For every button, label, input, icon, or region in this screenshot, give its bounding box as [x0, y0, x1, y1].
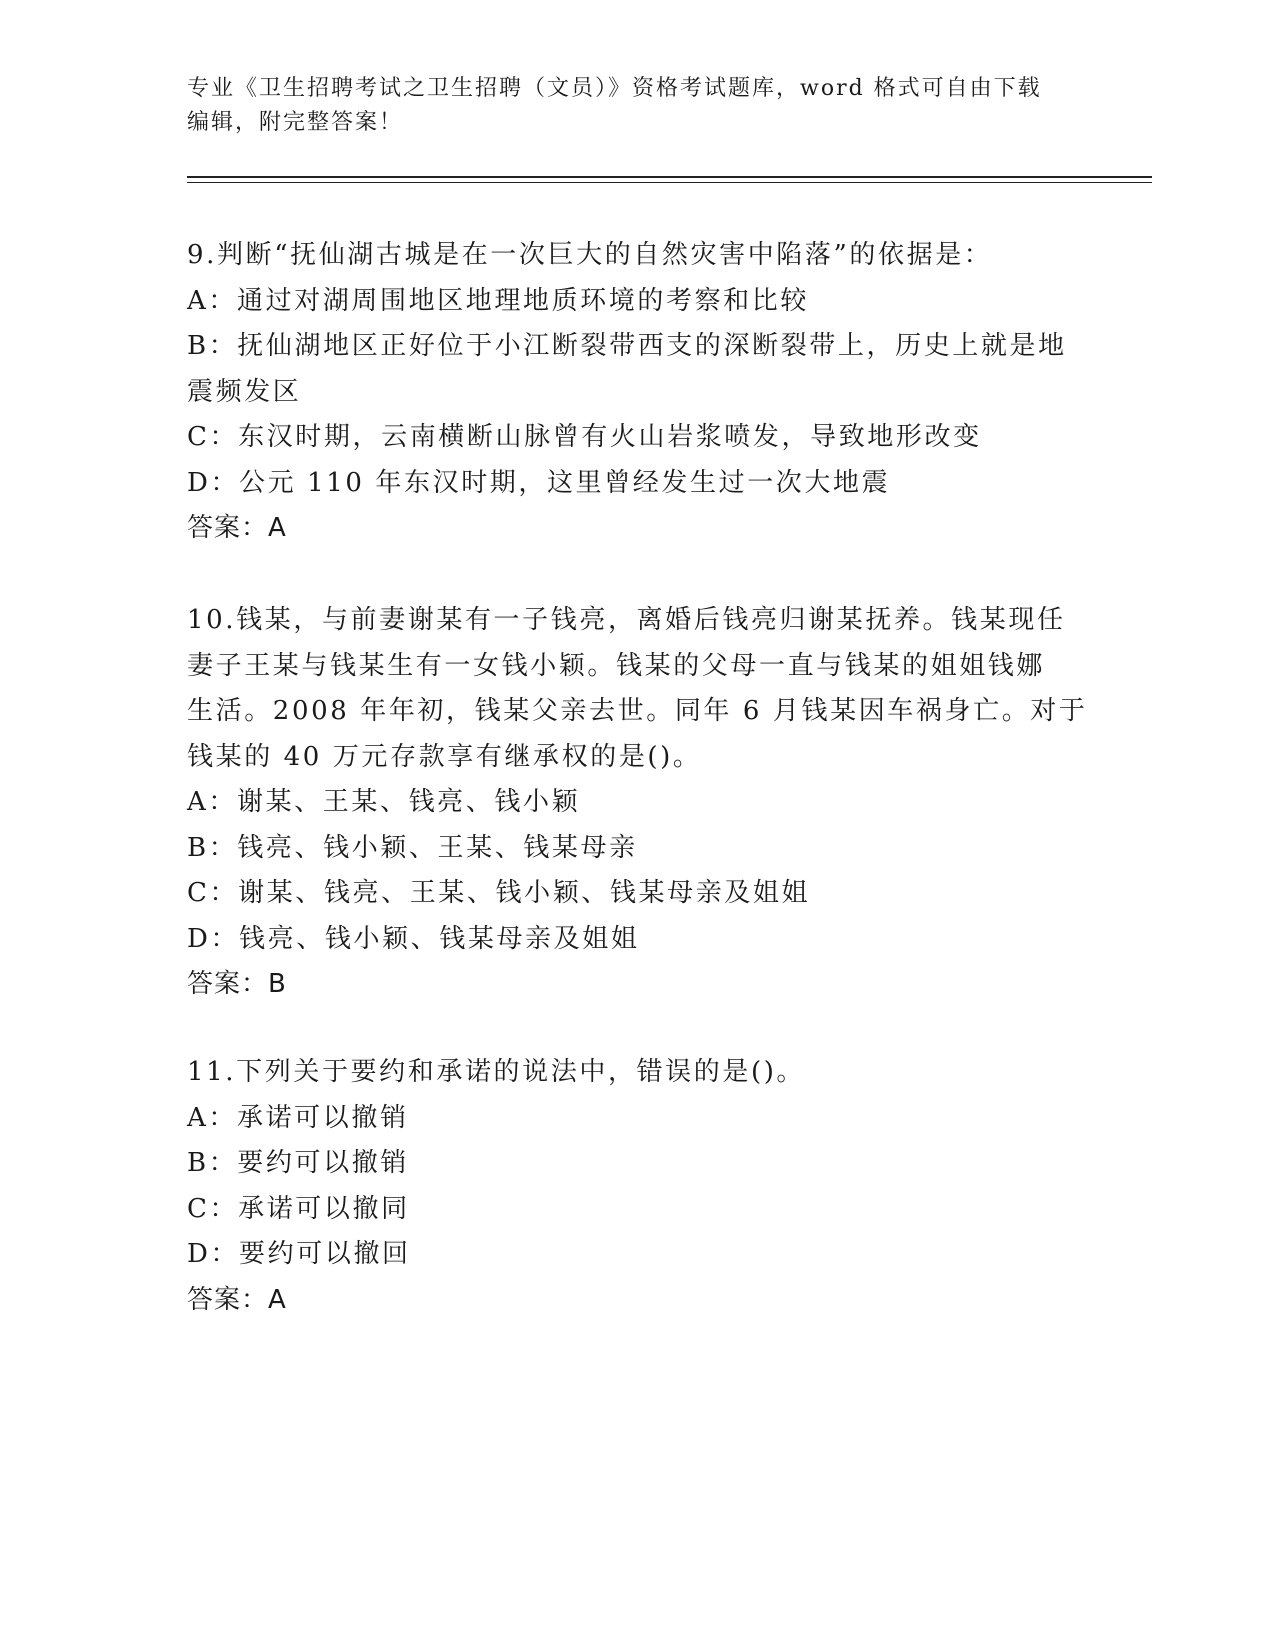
option-b: B：抚仙湖地区正好位于小江断裂带西支的深断裂带上，历史上就是地 — [187, 331, 1067, 361]
option-b: B：要约可以撤销 — [187, 1148, 409, 1178]
question-stem-line-2: 妻子王某与钱某生有一女钱小颖。钱某的父母一直与钱某的姐姐钱娜 — [187, 650, 1046, 681]
question-10 — [187, 598, 1087, 1008]
question-9 — [187, 233, 1087, 552]
option-a: A：承诺可以撤销 — [187, 1102, 409, 1133]
option-a: A：通过对湖周围地区地理地质环境的考察和比较 — [187, 285, 809, 316]
question-stem-line-4: 钱某的 40 万元存款享有继承权的是()。 — [187, 741, 702, 772]
document-header — [187, 72, 1087, 140]
option-b-continuation: 震频发区 — [187, 376, 302, 407]
option-c: C：谢某、钱亮、王某、钱小颖、钱某母亲及姐姐 — [187, 878, 811, 908]
option-d: D：钱亮、钱小颖、钱某母亲及姐姐 — [187, 923, 640, 954]
question-stem-line-3: 生活。2008 年年初，钱某父亲去世。同年 6 月钱某因车祸身亡。对于 — [187, 696, 1088, 726]
header-line-1: 专业《卫生招聘考试之卫生招聘（文员）》资格考试题库，word 格式可自由下载 — [187, 76, 1042, 101]
question-stem: 10.钱某，与前妻谢某有一子钱亮，离婚后钱亮归谢某抚养。钱某现任 — [187, 605, 1066, 635]
option-a: A：谢某、王某、钱亮、钱小颖 — [187, 787, 581, 817]
option-d: D：公元 110 年东汉时期，这里曾经发生过一次大地震 — [187, 467, 891, 498]
header-line-2: 编辑，附完整答案！ — [187, 110, 404, 135]
answer: 答案：B — [187, 969, 287, 999]
option-b: B：钱亮、钱小颖、王某、钱某母亲 — [187, 832, 638, 863]
option-c: C：东汉时期，云南横断山脉曾有火山岩浆喷发，导致地形改变 — [187, 422, 982, 452]
header-divider-thin — [187, 182, 1152, 183]
question-stem: 11.下列关于要约和承诺的说法中，错误的是()。 — [187, 1057, 806, 1087]
answer: 答案：A — [187, 513, 287, 543]
option-c: C：承诺可以撤同 — [187, 1193, 410, 1224]
header-divider-thick — [187, 176, 1152, 178]
answer: 答案：A — [187, 1284, 287, 1315]
question-stem: 9.判断“抚仙湖古城是在一次巨大的自然灾害中陷落”的依据是： — [187, 240, 993, 270]
option-d: D：要约可以撤回 — [187, 1239, 411, 1269]
question-11 — [187, 1050, 1087, 1323]
